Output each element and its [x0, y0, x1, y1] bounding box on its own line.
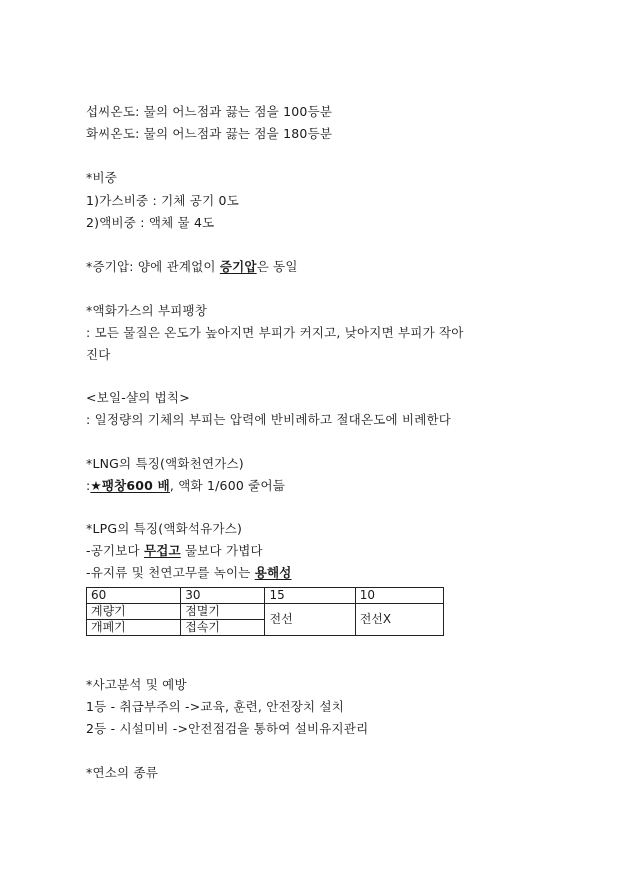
lng-title: *LNG의 특징(액화천연가스)	[86, 456, 244, 471]
table-cell: 점멸기	[181, 604, 265, 620]
liquefied-gas-desc-2: 진다	[86, 347, 111, 362]
accident-title: *사고분석 및 예방	[86, 677, 187, 692]
combustion-title: *연소의 종류	[86, 765, 158, 780]
vapor-pressure-prefix: *증기압: 양에 관계없이	[86, 259, 220, 274]
lpg-weight-line	[86, 543, 263, 559]
liquid-specific-gravity: 2)액비중 : 액체 물 4도	[86, 215, 215, 230]
vapor-pressure-line	[86, 259, 298, 275]
specific-gravity-title: *비중	[86, 170, 118, 185]
table-cell: 계량기	[87, 604, 181, 620]
table-cell: 개폐기	[87, 620, 181, 636]
gas-specific-gravity: 1)가스비중 : 기체 공기 0도	[86, 193, 239, 208]
table-header-cell: 30	[181, 588, 265, 604]
lng-suffix: , 액화 1/600 줄어듦	[169, 478, 285, 493]
table-cell-merged: 전선	[265, 604, 355, 636]
accident-rank-1: 1등 - 취급부주의 ->교육, 훈련, 안전장치 설치	[86, 699, 345, 714]
boyle-charles-desc: : 일정량의 기체의 부피는 압력에 반비례하고 절대온도에 비례한다	[86, 412, 452, 427]
celsius-definition: 섭씨온도: 물의 어느점과 끓는 점을 100등분	[86, 104, 333, 119]
lpg-weight-suffix: 물보다 가볍다	[180, 543, 263, 558]
lpg-weight-prefix: -공기보다	[86, 543, 144, 558]
table-cell-merged: 전선X	[355, 604, 443, 636]
lng-detail-line	[86, 478, 285, 494]
table-row	[87, 604, 444, 620]
liquefied-gas-title: *액화가스의 부피팽창	[86, 303, 208, 318]
lpg-title: *LPG의 특징(액화석유가스)	[86, 521, 243, 536]
fahrenheit-definition: 화씨온도: 물의 어느점과 끓는 점을 180등분	[86, 126, 333, 141]
accident-rank-2: 2등 - 시설미비 ->안전점검을 통하여 설비유지관리	[86, 721, 369, 736]
distance-table	[86, 587, 444, 636]
lng-expansion-emphasis: ★팽창600 배	[90, 478, 170, 493]
table-header-row	[87, 588, 444, 604]
vapor-pressure-suffix: 은 동일	[256, 259, 298, 274]
lpg-weight-emphasis: 무겁고	[143, 543, 181, 558]
vapor-pressure-emphasis: 증기압	[219, 259, 257, 274]
table-header-cell: 60	[87, 588, 181, 604]
table-cell: 접속기	[181, 620, 265, 636]
table-header-cell: 15	[265, 588, 355, 604]
lng-prefix: :	[86, 478, 91, 493]
lpg-solubility-line	[86, 565, 292, 581]
table-header-cell: 10	[355, 588, 443, 604]
lpg-solubility-prefix: -유지류 및 천연고무를 녹이는	[86, 565, 255, 580]
liquefied-gas-desc-1: : 모든 물질은 온도가 높아지면 부피가 커지고, 낮아지면 부피가 작아	[86, 325, 464, 340]
lpg-solubility-emphasis: 용해성	[254, 565, 292, 580]
boyle-charles-title: <보일-샬의 법칙>	[86, 390, 190, 405]
